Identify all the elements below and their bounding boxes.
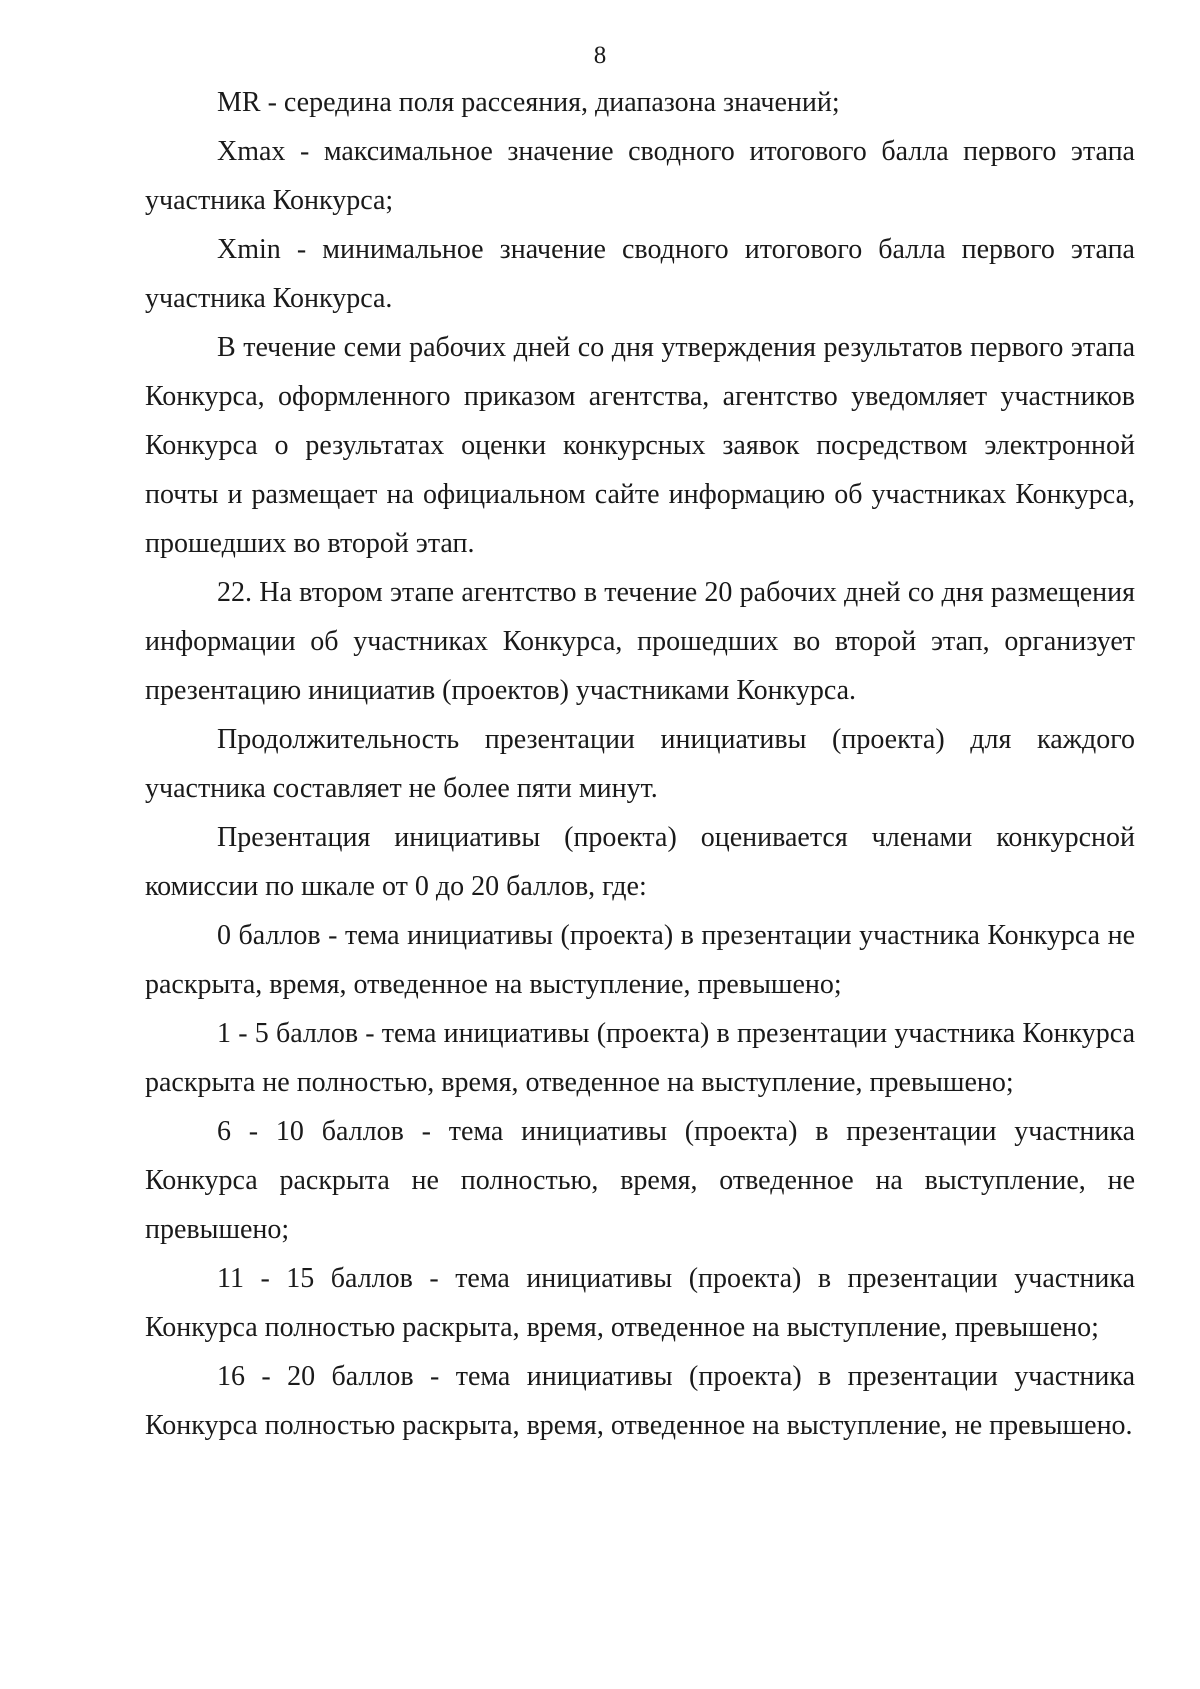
paragraph-mr-definition: MR - середина поля рассеяния, диапазона значений; xyxy=(217,87,840,118)
paragraph-presentation-scoring: Презентация инициативы (проекта) оценивается членами конкурсной комиссии по шкале от 0 до 20 баллов, где: xyxy=(145,822,1135,902)
page-number: 8 xyxy=(593,42,607,69)
paragraph-presentation-duration: Продолжительность презентации инициативы (проекта) для каждого участника составляет не более пяти минут. xyxy=(145,724,1135,804)
paragraph-score-16-20: 16 - 20 баллов - тема инициативы (проекта) в презентации участника Конкурса полностью раскрыта, время, отведенное на выступление, не превышено. xyxy=(145,1361,1135,1441)
paragraph-score-0: 0 баллов - тема инициативы (проекта) в презентации участника Конкурса не раскрыта, время, отведенное на выступление, превышено; xyxy=(145,920,1135,1000)
paragraph-score-6-10: 6 - 10 баллов - тема инициативы (проекта) в презентации участника Конкурса раскрыта не полностью, время, отведенное на выступление, не превышено; xyxy=(145,1116,1135,1245)
paragraph-item-22: 22. На втором этапе агентство в течение 20 рабочих дней со дня размещения информации об участниках Конкурса, прошедших во второй этап, организует презентацию инициатив (проектов) участниками Конкурса. xyxy=(145,577,1135,706)
paragraph-first-stage-notification: В течение семи рабочих дней со дня утверждения результатов первого этапа Конкурса, оформленного приказом агентства, агентство уведомляет участников Конкурса о результатах оценки конкурсных заявок посредством электронной почты и размещает на официальном сайте информацию об участниках Конкурса, прошедших во второй этап. xyxy=(145,332,1135,559)
document-body xyxy=(145,78,1135,1450)
paragraph-xmin-definition: Xmin - минимальное значение сводного итогового балла первого этапа участника Конкурса. xyxy=(145,234,1135,314)
paragraph-score-1-5: 1 - 5 баллов - тема инициативы (проекта) в презентации участника Конкурса раскрыта не полностью, время, отведенное на выступление, превышено; xyxy=(145,1018,1135,1098)
paragraph-xmax-definition: Xmax - максимальное значение сводного итогового балла первого этапа участника Конкурса; xyxy=(145,136,1135,216)
paragraph-score-11-15: 11 - 15 баллов - тема инициативы (проекта) в презентации участника Конкурса полностью раскрыта, время, отведенное на выступление, превышено; xyxy=(145,1263,1135,1343)
